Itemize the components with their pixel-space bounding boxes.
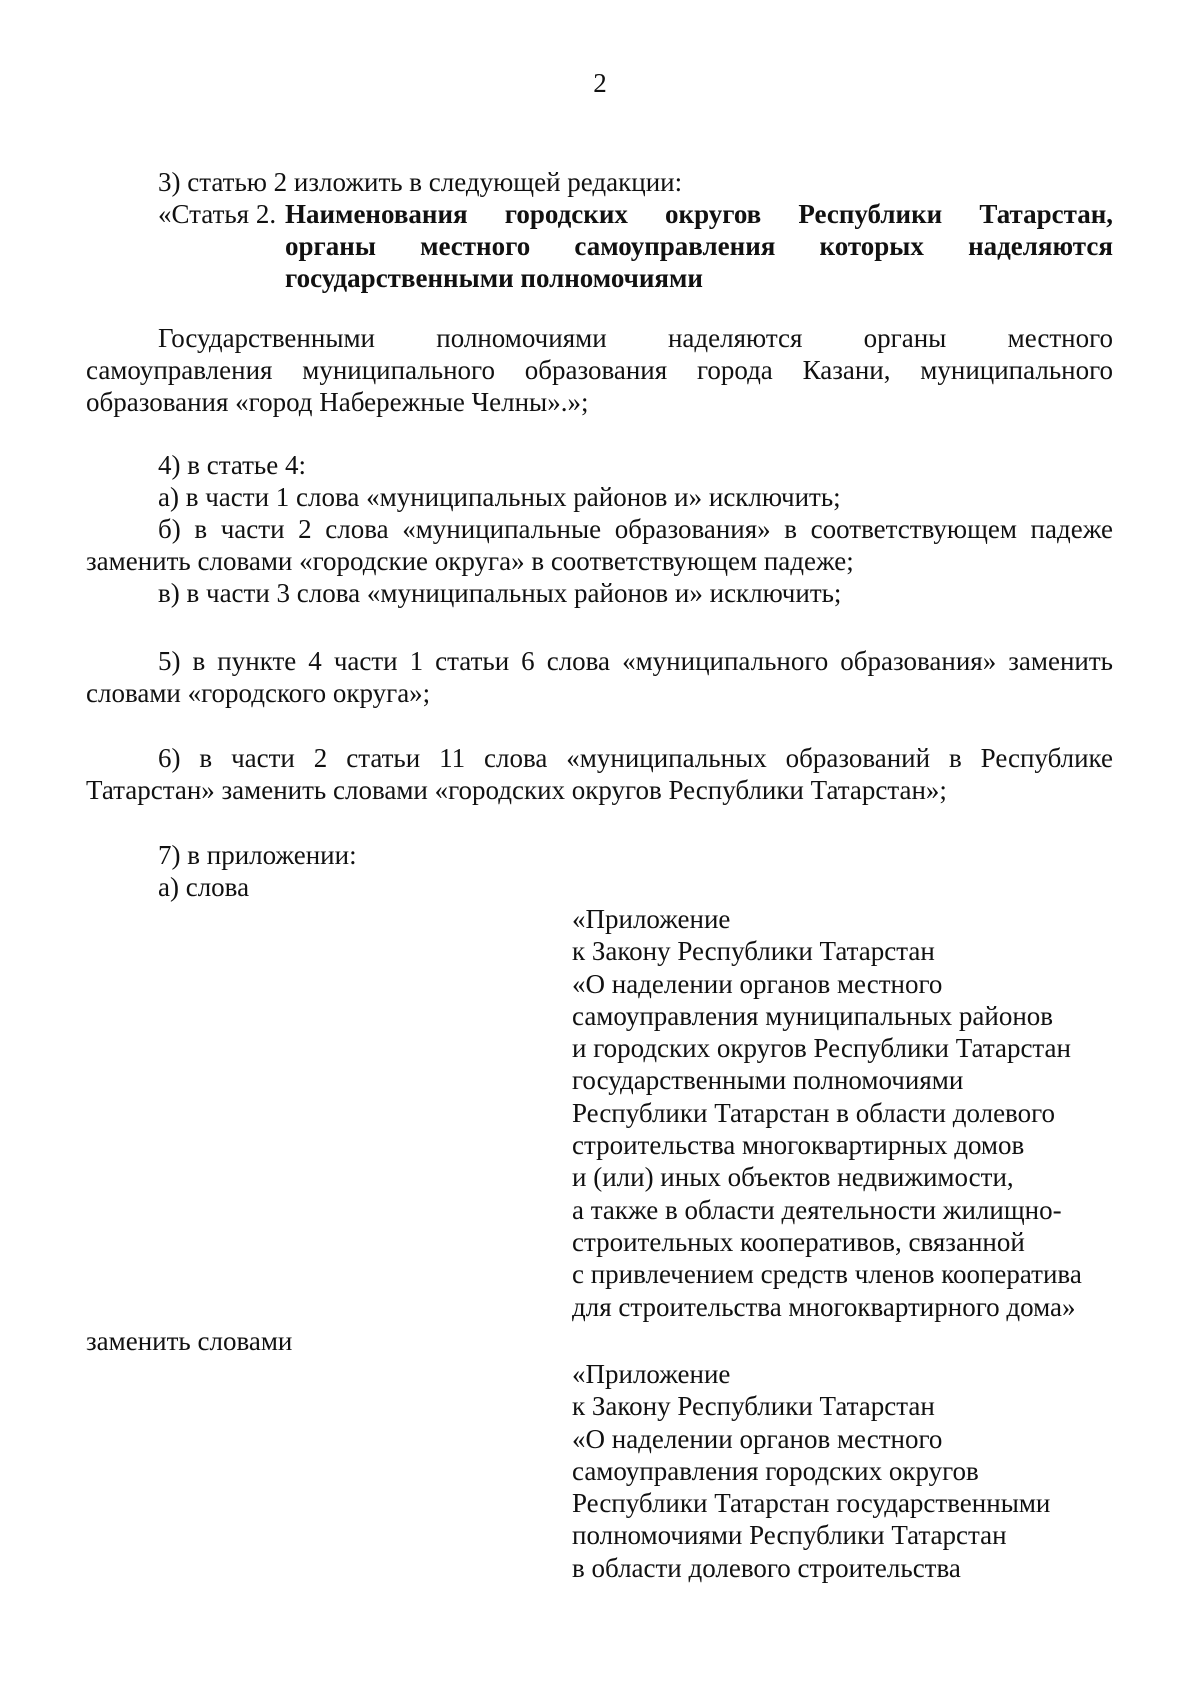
item7-a: а) слова bbox=[158, 872, 250, 902]
old-appendix-line: самоуправления муниципальных районов bbox=[572, 1000, 1054, 1031]
item7-intro: 7) в приложении: bbox=[158, 840, 357, 870]
new-appendix-line: самоуправления городских округов bbox=[572, 1455, 979, 1486]
old-appendix-line: государственными полномочиями bbox=[572, 1065, 964, 1096]
old-appendix-line: к Закону Республики Татарстан bbox=[572, 936, 935, 967]
old-appendix-line: «Приложение bbox=[572, 904, 731, 934]
old-appendix-line: «О наделении органов местного bbox=[572, 968, 943, 999]
old-appendix-line: и городских округов Республики Татарстан bbox=[572, 1033, 1071, 1064]
new-appendix-line: «Приложение bbox=[572, 1359, 731, 1389]
old-appendix-line: и (или) иных объектов недвижимости, bbox=[572, 1162, 1014, 1193]
new-appendix-line: в области долевого строительства bbox=[572, 1552, 961, 1583]
new-appendix-line: «О наделении органов местного bbox=[572, 1423, 943, 1454]
article-body-line-2: самоуправления муниципального образования города Казани, муниципального bbox=[86, 355, 1113, 385]
item3-intro: 3) статью 2 изложить в следующей редакции: bbox=[158, 167, 683, 197]
new-appendix-caption bbox=[572, 1358, 1050, 1584]
new-appendix-line: к Закону Республики Татарстан bbox=[572, 1391, 935, 1422]
item5-line-1: 5) в пункте 4 части 1 статьи 6 слова «муниципального образования» заменить bbox=[158, 646, 1113, 676]
article-heading-line-3: государственными полномочиями bbox=[285, 263, 703, 293]
item4-intro: 4) в статье 4: bbox=[158, 450, 306, 480]
item4-c: в) в части 3 слова «муниципальных районов и» исключить; bbox=[158, 578, 842, 608]
item5-line-2: словами «городского округа»; bbox=[86, 678, 431, 708]
old-appendix-line: для строительства многоквартирного дома» bbox=[572, 1291, 1076, 1322]
replace-text: заменить словами bbox=[86, 1326, 293, 1356]
old-appendix-line: строительных кооперативов, связанной bbox=[572, 1226, 1025, 1257]
old-appendix-line: Республики Татарстан в области долевого bbox=[572, 1097, 1056, 1128]
article-label: «Статья 2. bbox=[158, 199, 277, 229]
new-appendix-line: Республики Татарстан государственными bbox=[572, 1488, 1051, 1519]
article-body-line-3: образования «город Набережные Челны».»; bbox=[86, 387, 589, 417]
old-appendix-line: строительства многоквартирных домов bbox=[572, 1130, 1025, 1161]
page-number: 2 bbox=[593, 68, 607, 98]
item6-line-2: Татарстан» заменить словами «городских округов Республики Татарстан»; bbox=[86, 775, 947, 805]
article-body-line-1: Государственными полномочиями наделяются органы местного bbox=[158, 323, 1113, 353]
old-appendix-caption bbox=[572, 903, 1082, 1323]
new-appendix-line: полномочиями Республики Татарстан bbox=[572, 1520, 1007, 1551]
item4-b-line-1: б) в части 2 слова «муниципальные образования» в соответствующем падеже bbox=[158, 514, 1113, 544]
item4-a: а) в части 1 слова «муниципальных районов и» исключить; bbox=[158, 482, 841, 512]
article-heading-line-2: органы местного самоуправления которых наделяются bbox=[285, 231, 1113, 261]
old-appendix-line: а также в области деятельности жилищно- bbox=[572, 1194, 1062, 1225]
item4-b-line-2: заменить словами «городские округа» в соответствующем падеже; bbox=[86, 546, 854, 576]
old-appendix-line: с привлечением средств членов кооператива bbox=[572, 1259, 1082, 1290]
item6-line-1: 6) в части 2 статьи 11 слова «муниципальных образований в Республике bbox=[158, 743, 1113, 773]
article-heading-line-1: Наименования городских округов Республики Татарстан, bbox=[285, 199, 1113, 229]
